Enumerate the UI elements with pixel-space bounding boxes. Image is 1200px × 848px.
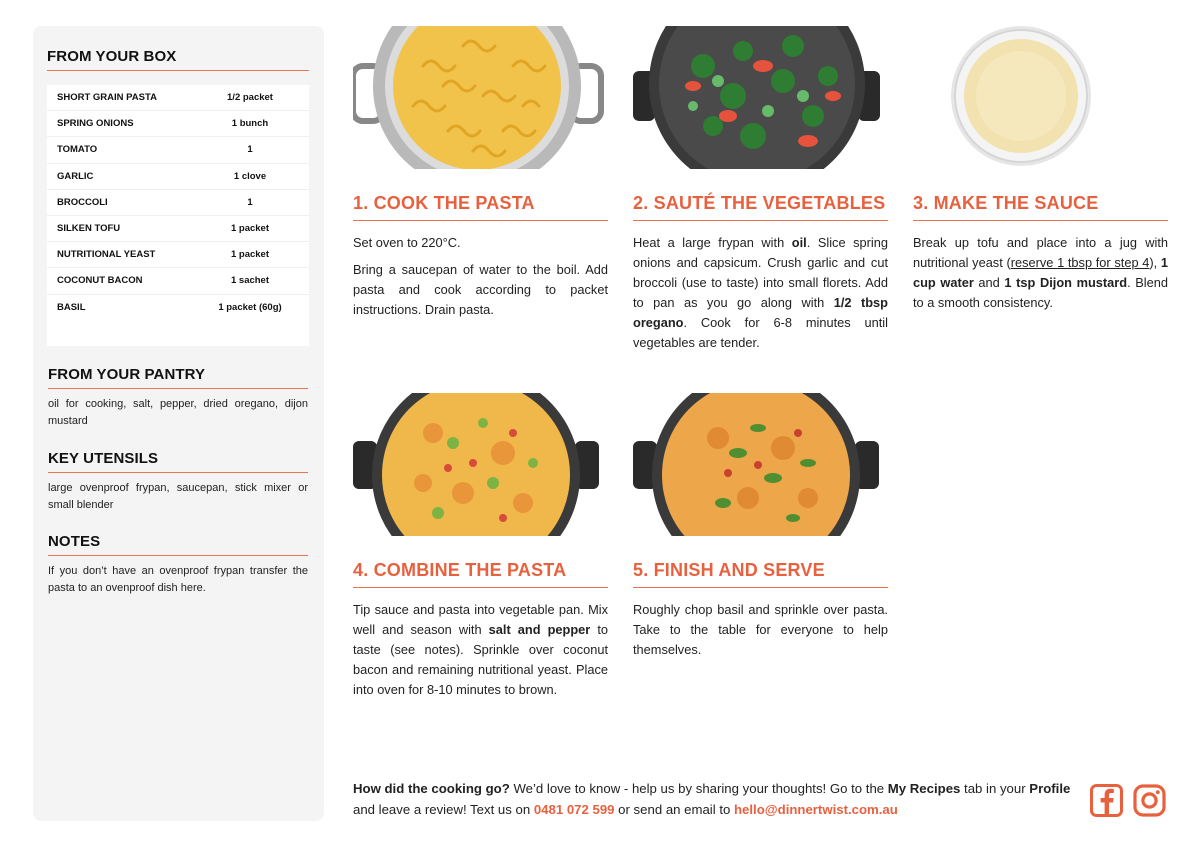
ingredients-sidebar [33,26,324,821]
from-your-box-heading: FROM YOUR BOX [47,48,177,65]
ingredient-qty: 1 packet (60g) [218,302,282,314]
step-divider [633,220,888,221]
ingredient-row [47,85,309,111]
step-instructions [633,233,888,353]
ingredient-name: BASIL [57,302,86,314]
notes-section [48,533,308,597]
text-run: Break up tofu and place into a jug with nutritional yeast ( [913,235,1168,270]
text-run: . Cook for 6-8 minutes until vegetables are tender. [633,315,888,350]
text-run: ), [1149,255,1161,270]
pantry-heading: FROM YOUR PANTRY [48,366,206,383]
step-4 [353,393,608,707]
bold-ingredient: 1 cup water [913,255,1169,290]
step-instructions [353,233,608,320]
step-divider [633,587,888,588]
ingredient-name: COCONUT BACON [57,275,143,287]
step-title: 4. COMBINE THE PASTA [353,560,567,580]
step-1 [353,26,608,327]
utensils-heading: KEY UTENSILS [48,450,159,467]
step-paragraph [633,233,888,353]
profile-label: Profile [1029,781,1071,796]
heading-divider [48,555,308,556]
instagram-icon[interactable] [1133,784,1166,817]
phone-link[interactable]: 0481 072 599 [533,802,615,817]
step-paragraph [353,600,608,700]
step-divider [353,587,608,588]
ingredient-row [47,216,309,242]
heading-divider [48,472,308,473]
step-title: 2. SAUTÉ THE VEGETABLES [633,193,886,213]
ingredient-row [47,137,309,163]
text-run: . Blend to a smooth consistency. [913,275,1169,310]
ingredient-name: BROCCOLI [57,196,108,208]
step-5 [633,393,888,667]
ingredient-row [47,190,309,216]
sauce-jug-photo [913,26,1168,169]
notes-text: If you don’t have an ovenproof frypan transfer the pasta to an ovenproof dish here. [48,565,308,594]
text-run: tab in your [960,781,1030,796]
ingredient-qty: 1 bunch [231,118,269,130]
heading-divider [48,388,308,389]
underlined-note: reserve 1 tbsp for step 4 [1010,255,1150,270]
text-run: and leave a review! Text us on [353,802,534,817]
step-instructions [353,600,608,700]
pantry-section [48,366,308,430]
text-run: or send an email to [614,802,734,817]
step-3 [913,26,1168,320]
step-instructions [633,600,888,660]
bold-ingredient: salt and pepper [488,622,591,637]
step-paragraph [913,233,1168,313]
text-run: and [973,275,1005,290]
ingredient-qty: 1 sachet [230,275,270,287]
step-paragraph: Bring a saucepan of water to the boil. Add pasta and cook according to packet instructions. Drain pasta. [353,262,608,317]
ingredient-qty: 1 [247,196,253,208]
ingredient-row [47,111,309,137]
from-your-box-section [47,48,309,71]
bold-ingredient: oil [791,235,807,250]
ingredient-name: NUTRITIONAL YEAST [57,249,156,261]
ingredient-qty: 1 clove [233,170,267,182]
footer-lead: How did the cooking go? [353,781,510,796]
feedback-footer [353,778,1073,820]
combined-pasta-photo [353,393,608,536]
pantry-text: oil for cooking, salt, pepper, dried oregano, dijon mustard [48,398,308,427]
ingredient-row [47,295,309,321]
text-run: Heat a large frypan with [633,235,792,250]
ingredient-name: SPRING ONIONS [57,118,134,130]
ingredient-row [47,268,309,294]
vegetables-frypan-photo [633,26,888,169]
ingredient-name: SILKEN TOFU [57,223,121,235]
ingredient-name: TOMATO [57,144,98,156]
text-run: to taste (see notes). Sprinkle over coconut bacon and remaining nutritional yeast. Place into oven for 8-10 minutes to brown. [353,622,609,697]
step-divider [913,220,1168,221]
text-run: We’d love to know - help us by sharing your thoughts! Go to the [509,781,888,796]
ingredients-table [47,85,309,346]
utensils-section [48,450,308,514]
ingredient-qty: 1 packet [230,223,270,235]
bold-ingredient: 1 tsp Dijon mustard [1004,275,1128,290]
utensils-text: large ovenproof frypan, saucepan, stick mixer or small blender [48,482,308,511]
step-paragraph: Roughly chop basil and sprinkle over pasta. Take to the table for everyone to help themselves. [633,602,888,657]
pasta-pot-photo [353,26,608,169]
heading-divider [47,70,309,71]
step-title: 5. FINISH AND SERVE [633,560,825,580]
ingredient-qty: 1 packet [230,249,270,261]
text-run: . Slice spring onions and capsicum. Crush garlic and cut broccoli (use to taste) into small florets. Add to pan as you go along with [633,235,888,310]
ingredient-name: SHORT GRAIN PASTA [57,92,157,104]
ingredient-row [47,164,309,190]
step-title: 3. MAKE THE SAUCE [913,193,1099,213]
my-recipes-label: My Recipes [887,781,961,796]
step-title: 1. COOK THE PASTA [353,193,535,213]
ingredient-row [47,242,309,268]
ingredient-qty: 1 [247,144,253,156]
facebook-icon[interactable] [1090,784,1123,817]
text-run: Tip sauce and pasta into vegetable pan. Mix well and season with [353,602,608,637]
email-link[interactable]: hello@dinnertwist.com.au [734,802,898,817]
ingredient-name: GARLIC [57,170,94,182]
step-divider [353,220,608,221]
step-2 [633,26,888,360]
step-instructions [913,233,1168,313]
ingredient-qty: 1/2 packet [227,92,273,104]
finished-dish-photo [633,393,888,536]
notes-heading: NOTES [48,533,101,550]
step-paragraph: Set oven to 220°C. [353,235,461,250]
bold-ingredient: 1/2 tbsp oregano [633,295,888,330]
